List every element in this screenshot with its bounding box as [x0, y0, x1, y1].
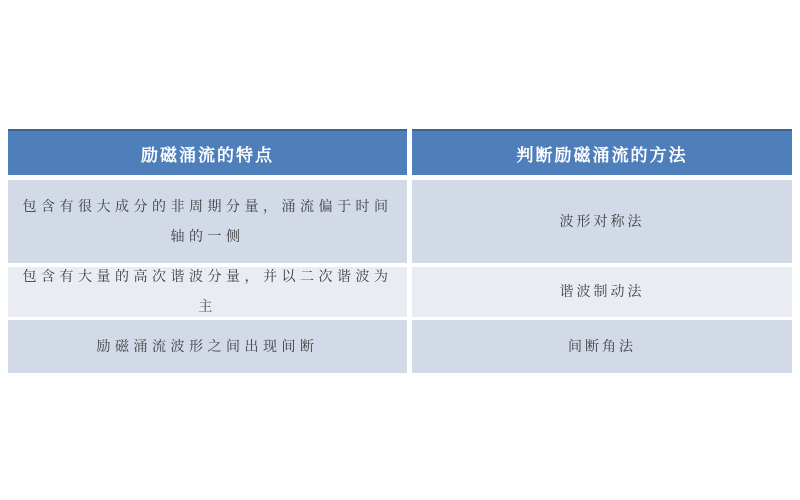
- method-cell: 间断角法: [412, 320, 792, 373]
- table-row: [8, 267, 792, 317]
- table-row: [8, 320, 792, 373]
- inrush-current-table: [8, 129, 792, 373]
- header-cell-judgment-methods: 判断励磁涌流的方法: [412, 129, 792, 175]
- feature-cell: 励磁涌流波形之间出现间断: [8, 320, 407, 373]
- method-cell: 波形对称法: [412, 180, 792, 263]
- table-row: [8, 180, 792, 263]
- method-cell: 谐波制动法: [412, 267, 792, 317]
- feature-cell: 包含有大量的高次谐波分量，并以二次谐波为主: [8, 267, 407, 317]
- feature-cell: 包含有很大成分的非周期分量，涌流偏于时间轴的一侧: [8, 180, 407, 263]
- header-cell-inrush-features: 励磁涌流的特点: [8, 129, 407, 175]
- table-header-row: [8, 129, 792, 175]
